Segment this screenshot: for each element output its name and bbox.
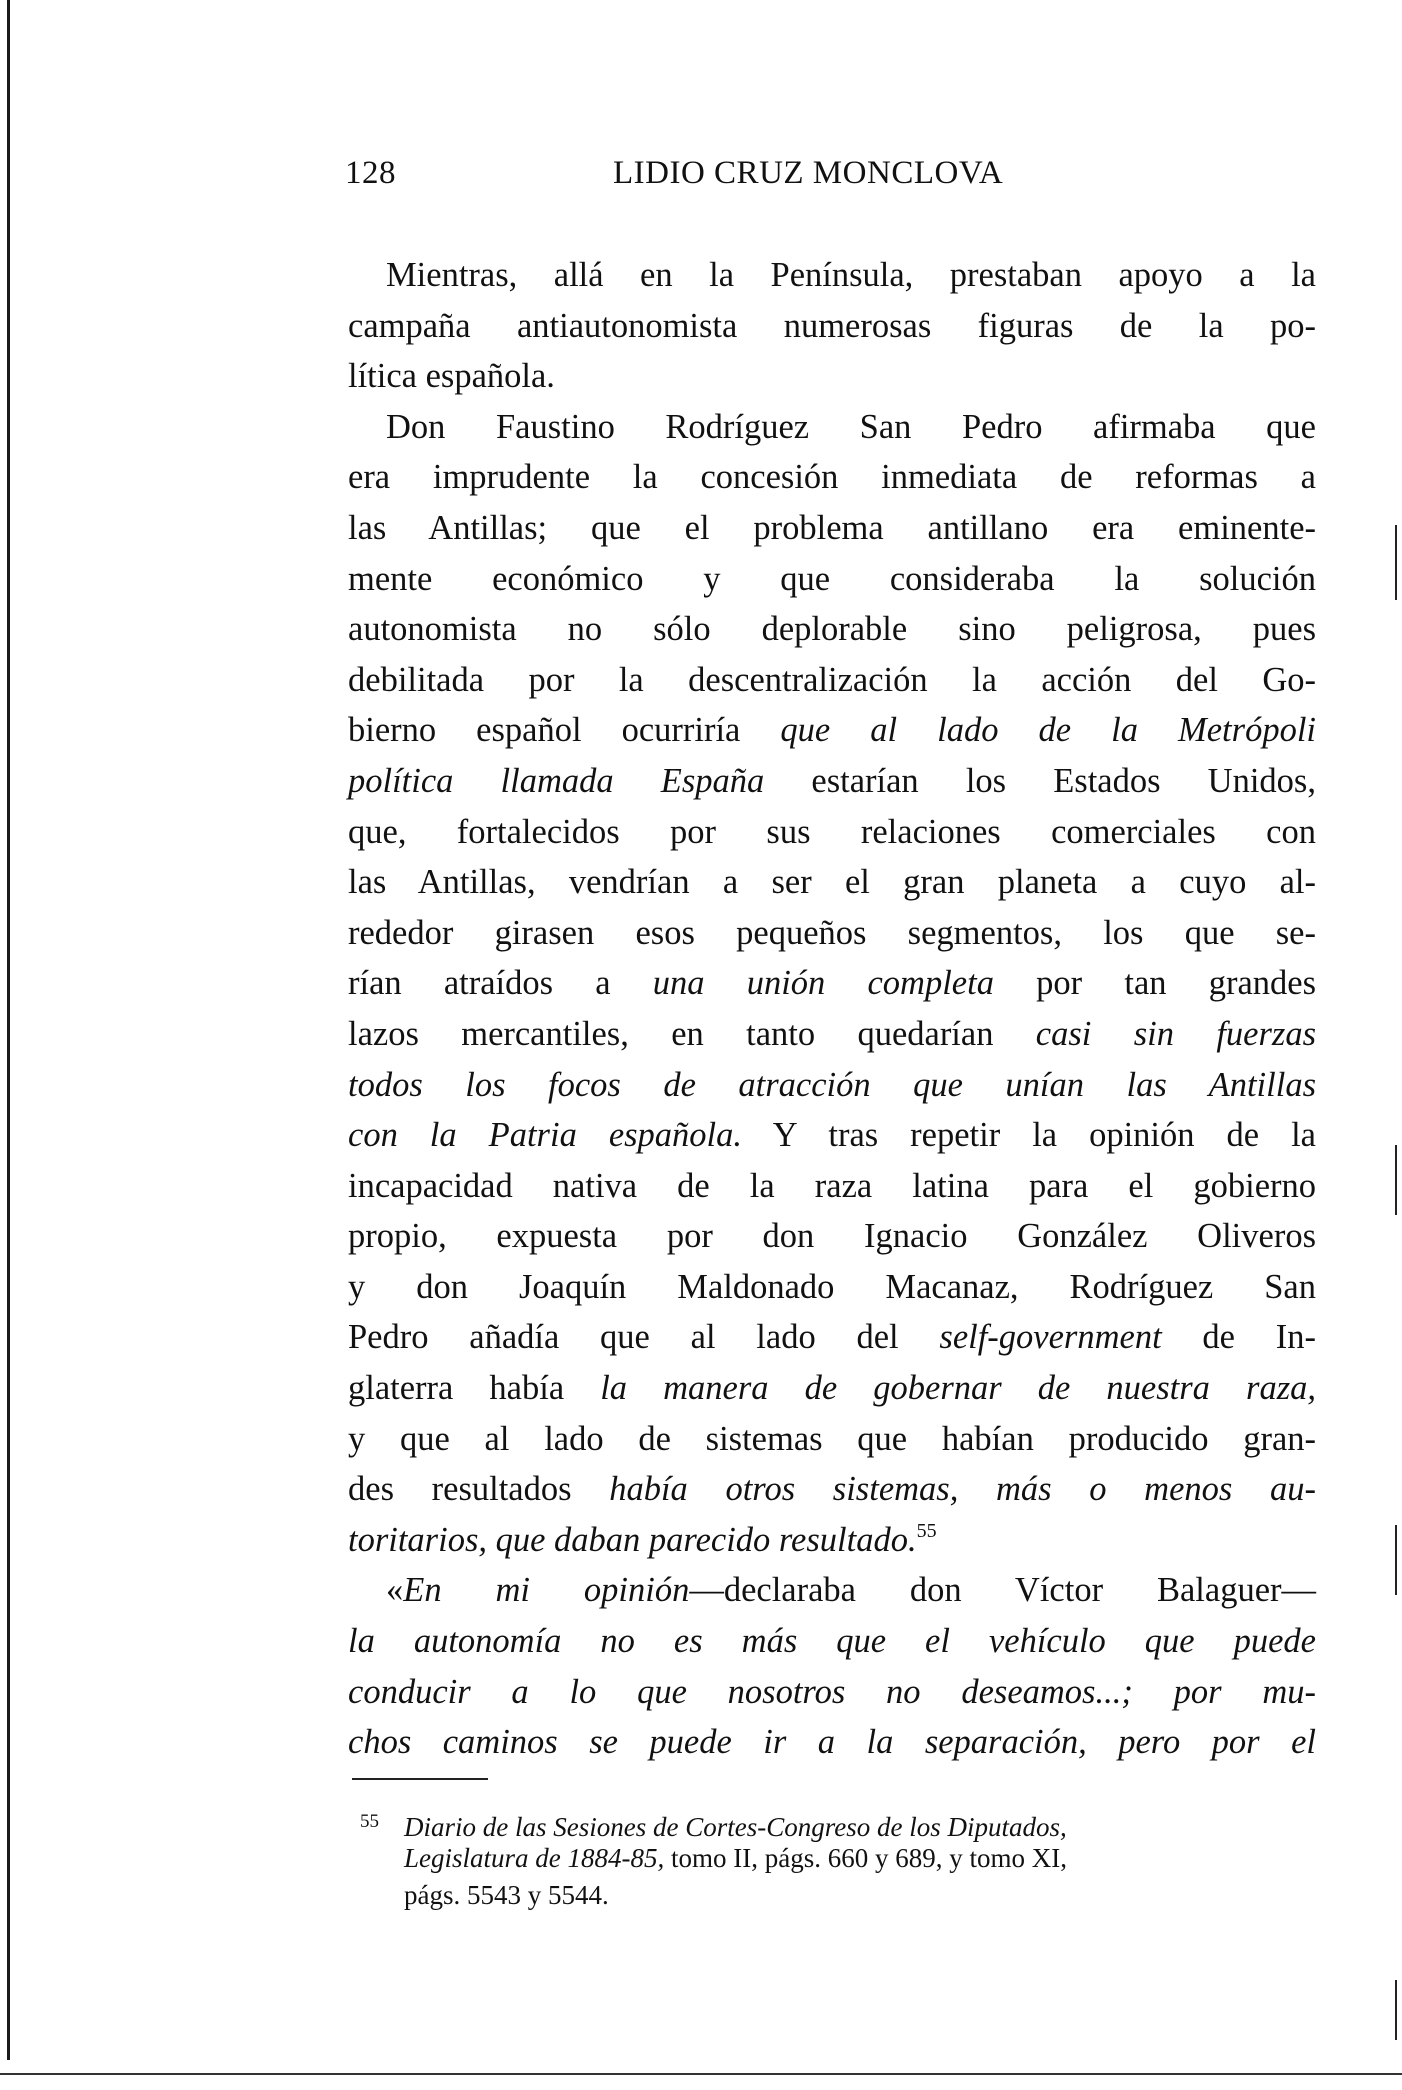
text-run: estarían los Estados Unidos, bbox=[764, 761, 1316, 800]
footnote-number: 55 bbox=[360, 1811, 379, 1832]
text-line bbox=[348, 1363, 1316, 1414]
text-run: Y tras repetir la opinión de la bbox=[742, 1116, 1316, 1155]
text-line bbox=[348, 1009, 1316, 1060]
italic-text: que al lado de la Metrópoli bbox=[780, 711, 1316, 750]
text-line bbox=[348, 1616, 1316, 1667]
text-run: —declaraba don Víctor Balaguer— bbox=[689, 1571, 1316, 1610]
footnote-line bbox=[360, 1877, 1318, 1914]
italic-text: la manera de gobernar de nuestra raza, bbox=[600, 1369, 1316, 1408]
text-line: que, fortalecidos por sus relaciones comerciales con bbox=[348, 812, 1316, 851]
text-run: por tan grandes bbox=[993, 964, 1316, 1003]
text-line bbox=[348, 1110, 1316, 1161]
footnote-reference: 55 bbox=[916, 1519, 937, 1542]
text-line: mente económico y que consideraba la solución bbox=[348, 559, 1316, 598]
text-line: Don Faustino Rodríguez San Pedro afirmaba que bbox=[386, 407, 1316, 446]
text-line: era imprudente la concesión inmediata de reformas a bbox=[348, 458, 1316, 497]
text-run: Pedro añadía que al lado del bbox=[348, 1318, 940, 1357]
text-line: propio, expuesta por don Ignacio González Oliveros bbox=[348, 1217, 1316, 1256]
text-line: Mientras, allá en la Península, prestaban apoyo a la bbox=[386, 256, 1316, 294]
text-line: las Antillas; que el problema antillano era eminente- bbox=[348, 508, 1316, 547]
text-run: págs. 5543 y 5544. bbox=[404, 1880, 609, 1910]
italic-text: una unión completa bbox=[652, 964, 994, 1003]
italic-text: política llamada España bbox=[348, 761, 765, 800]
text-line: debilitada por la descentralización la acción del Go- bbox=[348, 660, 1316, 699]
text-line: y don Joaquín Maldonado Macanaz, Rodríguez San bbox=[348, 1267, 1316, 1306]
text-run: rían atraídos a bbox=[348, 964, 653, 1003]
text-run: glaterra había bbox=[348, 1369, 601, 1408]
italic-text: toritarios, que daban parecido resultado. bbox=[348, 1520, 917, 1559]
text-line: incapacidad nativa de la raza latina para el gobierno bbox=[348, 1166, 1316, 1205]
italic-text: con la Patria española. bbox=[348, 1116, 743, 1155]
scan-margin-mark bbox=[1395, 1145, 1397, 1215]
text-line: las Antillas, vendrían a ser el gran planeta a cuyo al- bbox=[348, 863, 1316, 902]
text-line: y que al lado de sistemas que habían producido gran- bbox=[348, 1419, 1316, 1458]
italic-text: había otros sistemas, más o menos au- bbox=[609, 1470, 1316, 1509]
footnote-line bbox=[360, 1840, 1318, 1877]
text-run: lazos mercantiles, en tanto quedarían bbox=[348, 1014, 1036, 1053]
text-run: « bbox=[386, 1571, 404, 1610]
text-run: tomo II, págs. 660 y 689, y tomo XI, bbox=[664, 1843, 1067, 1873]
text-line bbox=[348, 1565, 1316, 1616]
scan-margin-mark bbox=[1395, 1525, 1397, 1595]
text-line: campaña antiautonomista numerosas figuras de la po- bbox=[348, 306, 1316, 345]
scan-margin-mark bbox=[1395, 1980, 1397, 2040]
text-line: lítica española. bbox=[348, 357, 555, 396]
text-line bbox=[348, 756, 1316, 807]
scan-margin-mark bbox=[1395, 525, 1397, 600]
italic-text: conducir a lo que nosotros no deseamos...; por mu- bbox=[348, 1672, 1316, 1711]
text-run: de In- bbox=[1161, 1318, 1316, 1357]
italic-text: casi sin fuerzas bbox=[1035, 1014, 1316, 1053]
text-run: des resultados bbox=[348, 1470, 610, 1509]
text-line bbox=[348, 1515, 1316, 1566]
italic-text: Diario de las Sesiones de Cortes-Congreso de los Diputados, bbox=[404, 1812, 1067, 1842]
page-header bbox=[345, 155, 1320, 205]
page-number: 128 bbox=[345, 155, 396, 191]
text-line bbox=[348, 1717, 1316, 1768]
italic-text: Legislatura de 1884-85, bbox=[404, 1843, 665, 1873]
italic-text: todos los focos de atracción que unían las Antillas bbox=[348, 1065, 1316, 1104]
italic-text: self-government bbox=[939, 1318, 1162, 1357]
footnotes bbox=[360, 1803, 1318, 1914]
text-line bbox=[348, 1667, 1316, 1718]
text-line: rededor girasen esos pequeños segmentos, los que se- bbox=[348, 913, 1316, 952]
italic-text: En mi opinión bbox=[403, 1571, 690, 1610]
footnote-line bbox=[360, 1803, 1318, 1840]
text-line bbox=[348, 958, 1316, 1009]
scan-left-edge bbox=[7, 0, 10, 2060]
text-line bbox=[348, 705, 1316, 756]
running-head: LIDIO CRUZ MONCLOVA bbox=[613, 155, 1004, 191]
text-line: autonomista no sólo deplorable sino peligrosa, pues bbox=[348, 610, 1316, 649]
italic-text: chos caminos se puede ir a la separación, pero por el bbox=[348, 1723, 1316, 1762]
text-line bbox=[348, 1464, 1316, 1515]
body-text bbox=[348, 250, 1316, 1768]
italic-text: la autonomía no es más que el vehículo que puede bbox=[348, 1622, 1316, 1661]
footnote-rule bbox=[352, 1778, 488, 1780]
text-line bbox=[348, 1060, 1316, 1111]
scan-bottom-edge bbox=[0, 2073, 1402, 2075]
text-run: bierno español ocurriría bbox=[348, 711, 781, 750]
text-line bbox=[348, 1312, 1316, 1363]
